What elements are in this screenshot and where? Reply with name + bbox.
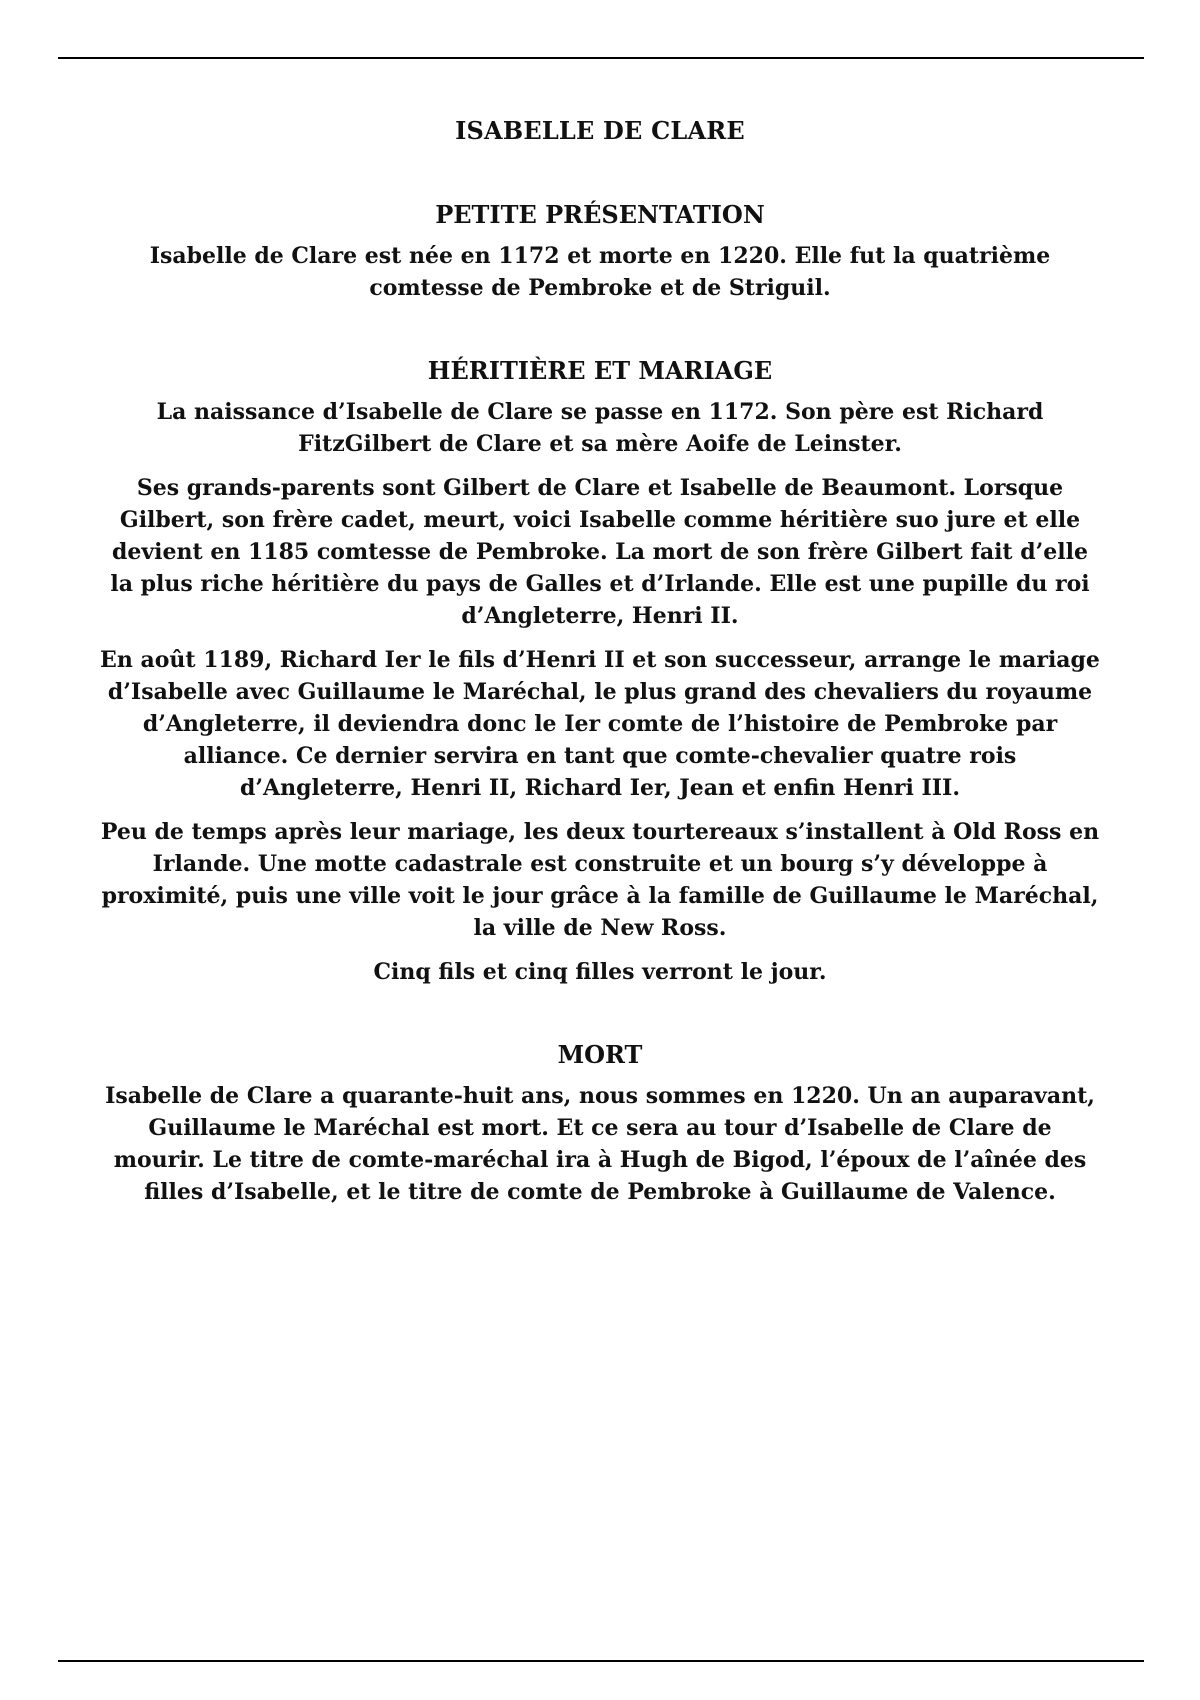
section-mort [100, 1038, 1100, 1208]
section-heading: PETITE PRÉSENTATION [435, 200, 765, 229]
section-heritiere-et-mariage [100, 354, 1100, 988]
section-presentation [100, 198, 1100, 304]
paragraph: En août 1189, Richard Ier le fils d’Henri II et son successeur, arrange le mariage d’Isabelle avec Guillaume le Maréchal, le plus grand des chevaliers du royaume d’Angleterre, il deviendra donc le Ier comte de l’histoire de Pembroke par alliance. Ce dernier servira en tant que comte-chevalier quatre rois d’Angleterre, Henri II, Richard Ier, Jean et enfin Henri III. [100, 647, 1100, 801]
paragraph: La naissance d’Isabelle de Clare se passe en 1172. Son père est Richard FitzGilbert de Clare et sa mère Aoife de Leinster. [156, 399, 1044, 457]
bottom-horizontal-rule [58, 1660, 1144, 1662]
section-heading: HÉRITIÈRE ET MARIAGE [427, 356, 773, 385]
paragraph: Isabelle de Clare est née en 1172 et morte en 1220. Elle fut la quatrième comtesse de Pembroke et de Striguil. [149, 243, 1051, 301]
paragraph: Ses grands-parents sont Gilbert de Clare et Isabelle de Beaumont. Lorsque Gilbert, son frère cadet, meurt, voici Isabelle comme héritière suo jure et elle devient en 1185 comtesse de Pembroke. La mort de son frère Gilbert fait d’elle la plus riche héritière du pays de Galles et d’Irlande. Elle est une pupille du roi d’Angleterre, Henri II. [110, 475, 1090, 629]
paragraph: Isabelle de Clare a quarante-huit ans, nous sommes en 1220. Un an auparavant, Guillaume le Maréchal est mort. Et ce sera au tour d’Isabelle de Clare de mourir. Le titre de comte-maréchal ira à Hugh de Bigod, l’époux de l’aînée des filles d’Isabelle, et le titre de comte de Pembroke à Guillaume de Valence. [105, 1083, 1095, 1205]
document-page [100, 114, 1100, 1208]
section-heading: MORT [557, 1040, 643, 1069]
paragraph: Cinq fils et cinq filles verront le jour. [373, 959, 827, 985]
paragraph: Peu de temps après leur mariage, les deux tourtereaux s’installent à Old Ross en Irlande. Une motte cadastrale est construite et un bourg s’y développe à proximité, puis une ville voit le jour grâce à la famille de Guillaume le Maréchal, la ville de New Ross. [100, 819, 1100, 941]
document-title: ISABELLE DE CLARE [455, 116, 745, 145]
top-horizontal-rule [58, 57, 1144, 59]
